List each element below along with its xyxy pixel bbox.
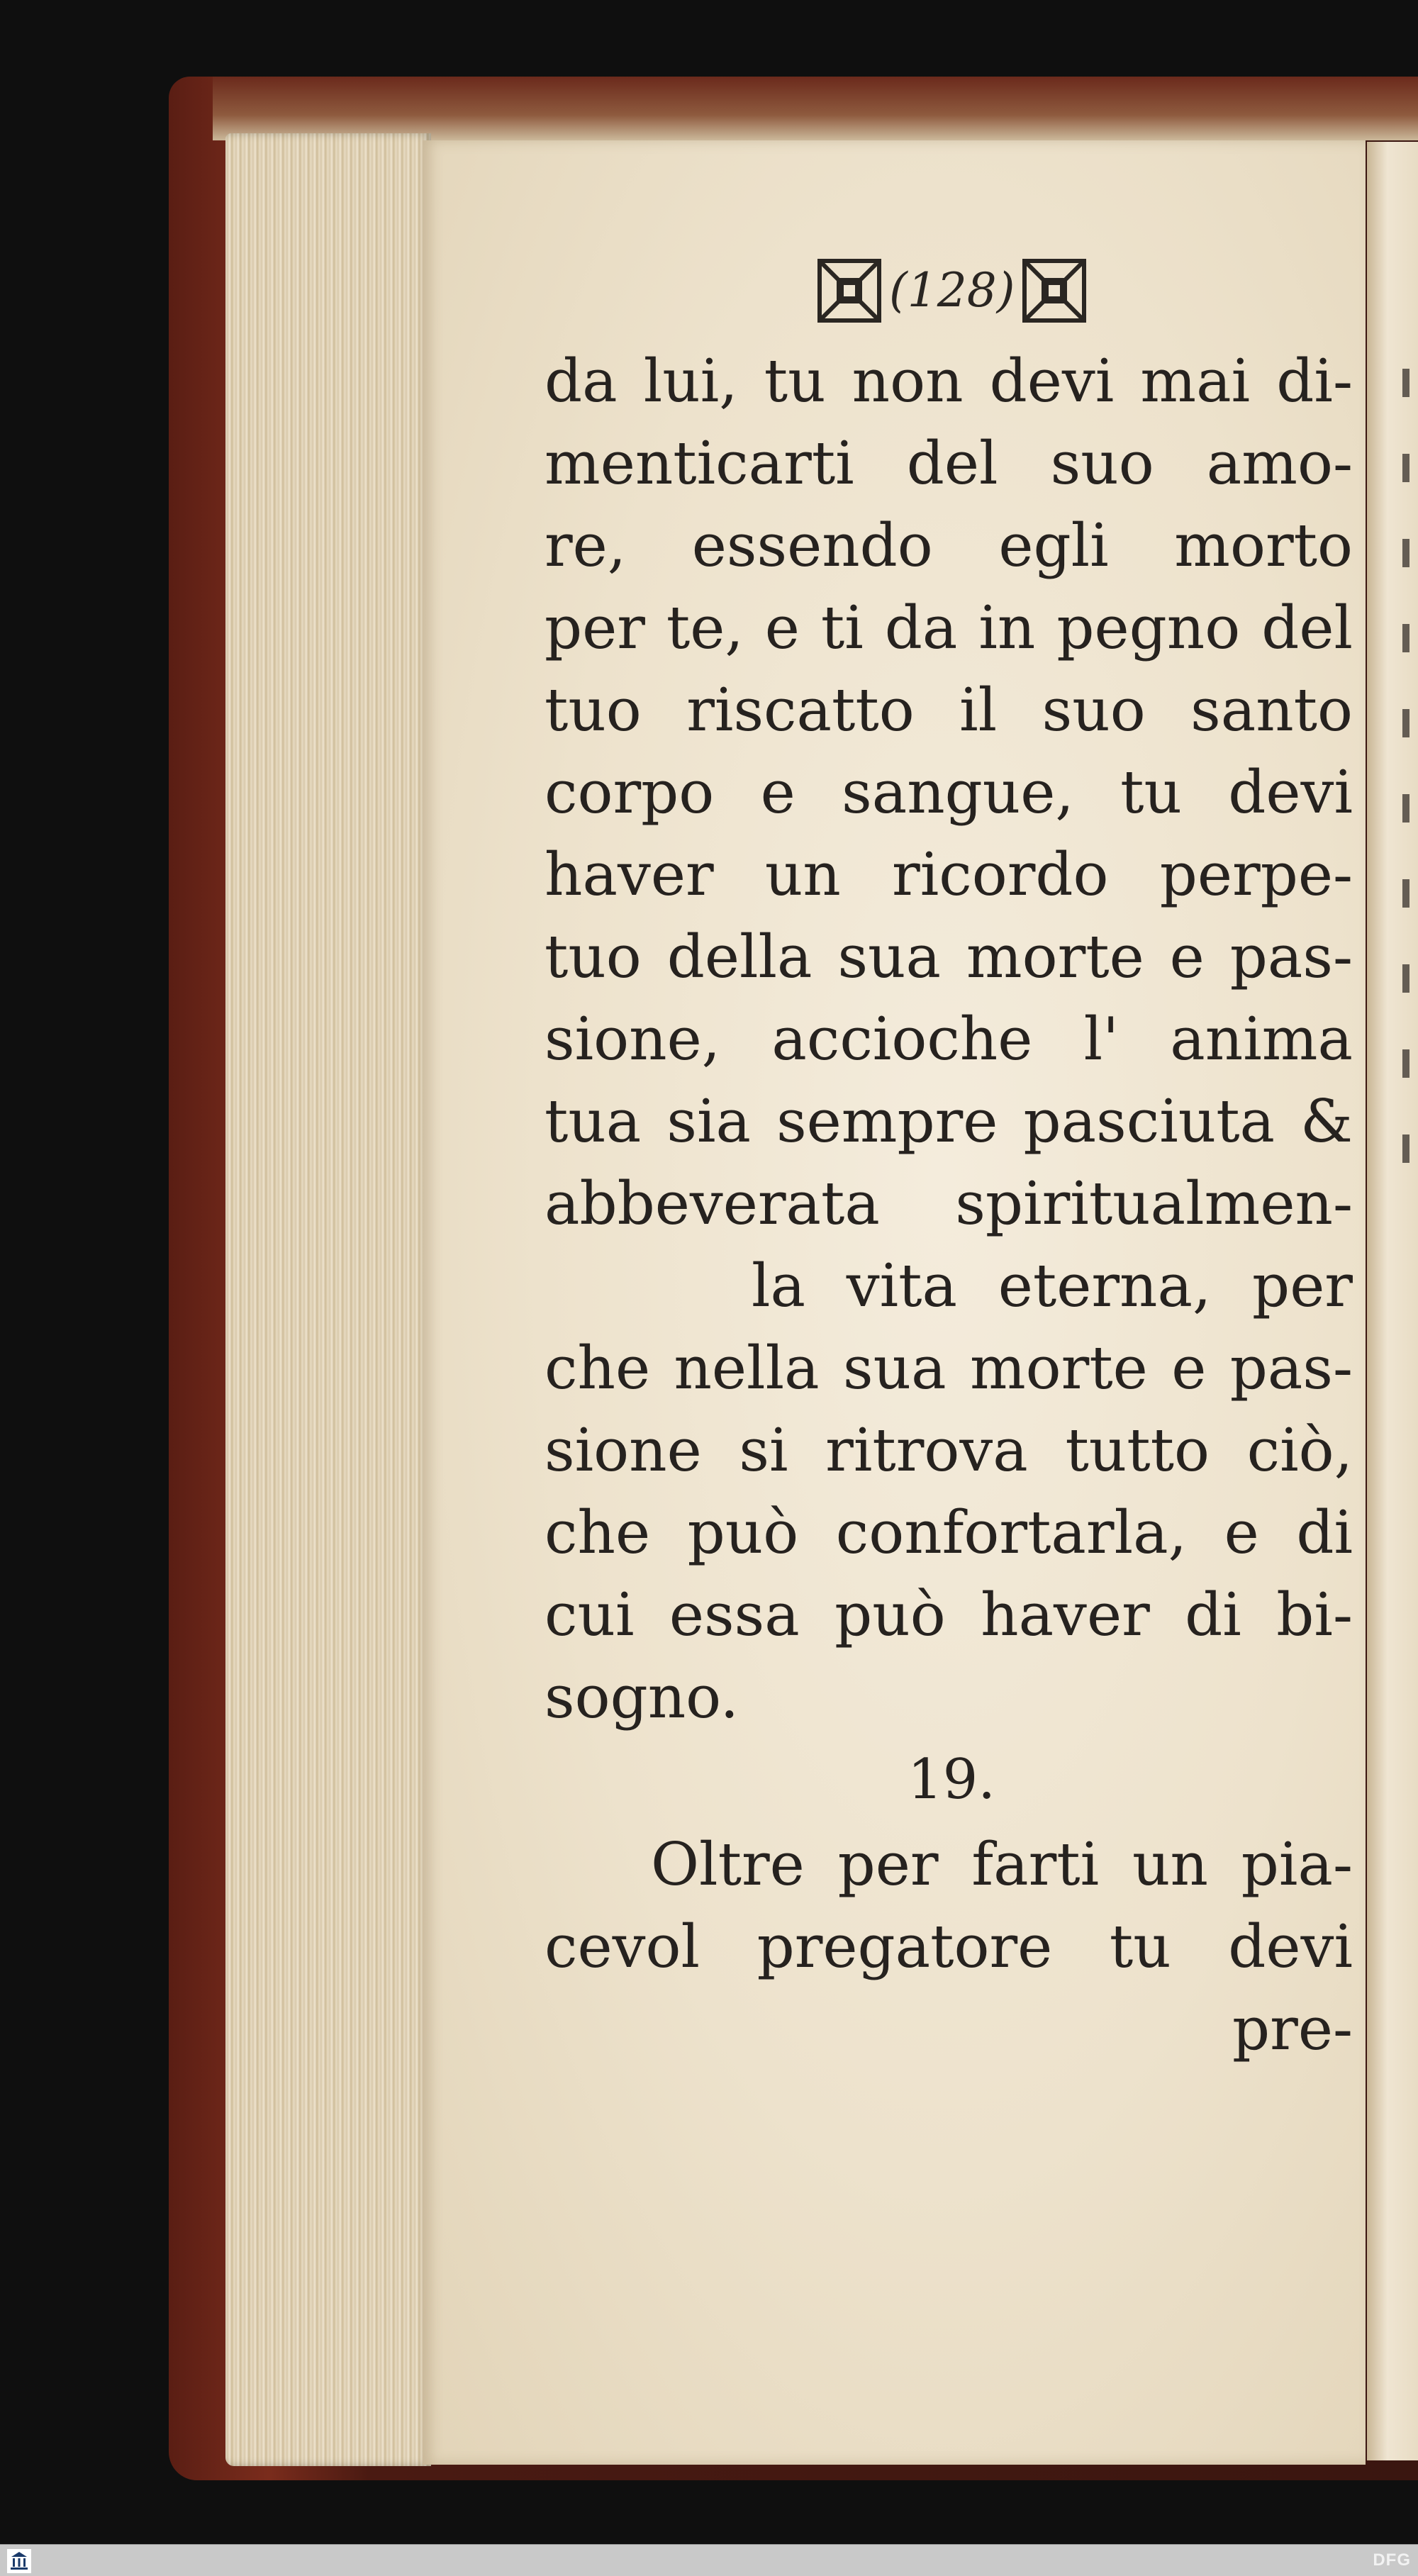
page-number: (128): [889, 263, 1015, 318]
text-line: da lui, tu non devi mai di-: [545, 347, 1353, 416]
catchword: pre-: [1232, 1995, 1353, 2063]
section-number: 19.: [908, 1748, 996, 1812]
text-line: haver un ricordo perpe-: [545, 840, 1353, 909]
text-line: cevol pregatore tu devi: [545, 1912, 1353, 1981]
text-line: sogno.: [545, 1663, 739, 1732]
text-line: Oltre per farti un pia-: [651, 1830, 1353, 1899]
text-line: re, essendo egli morto: [545, 511, 1353, 580]
page-edges: [225, 133, 431, 2466]
text-line: che nella sua morte e pas-: [545, 1334, 1353, 1403]
library-logo-icon[interactable]: [7, 2549, 31, 2573]
text-line: menticarti del suo amo-: [545, 429, 1353, 498]
text-line: sione si ritrova tutto ciò,: [545, 1416, 1353, 1485]
ornament-right-icon: [1020, 257, 1088, 325]
text-line: per te, e ti da in pegno del: [545, 593, 1353, 662]
page-header: [815, 252, 1088, 330]
dfg-logo[interactable]: DFG: [1373, 2550, 1411, 2570]
text-line: sione, accioche l' anima: [545, 1005, 1353, 1074]
adjacent-page-text-fragment: [1402, 369, 1409, 1220]
text-line: tuo riscatto il suo santo: [545, 676, 1353, 745]
book-cover-top: [213, 77, 1418, 140]
text-line: tuo della sua morte e pas-: [545, 922, 1353, 991]
adjacent-page: [1367, 142, 1418, 2460]
ornament-left-icon: [815, 257, 883, 325]
text-line: cui essa può haver di bi-: [545, 1580, 1353, 1649]
text-line: la vita eterna, per: [752, 1251, 1353, 1320]
text-line: che può confortarla, e di: [545, 1498, 1353, 1567]
text-line: abbeverata spiritualmen-: [545, 1169, 1353, 1238]
page-text: [545, 340, 1353, 2070]
text-line: tua sia sempre pasciuta &: [545, 1087, 1353, 1156]
text-line: corpo e sangue, tu devi: [545, 758, 1353, 827]
viewer-footer-bar: [0, 2544, 1418, 2576]
